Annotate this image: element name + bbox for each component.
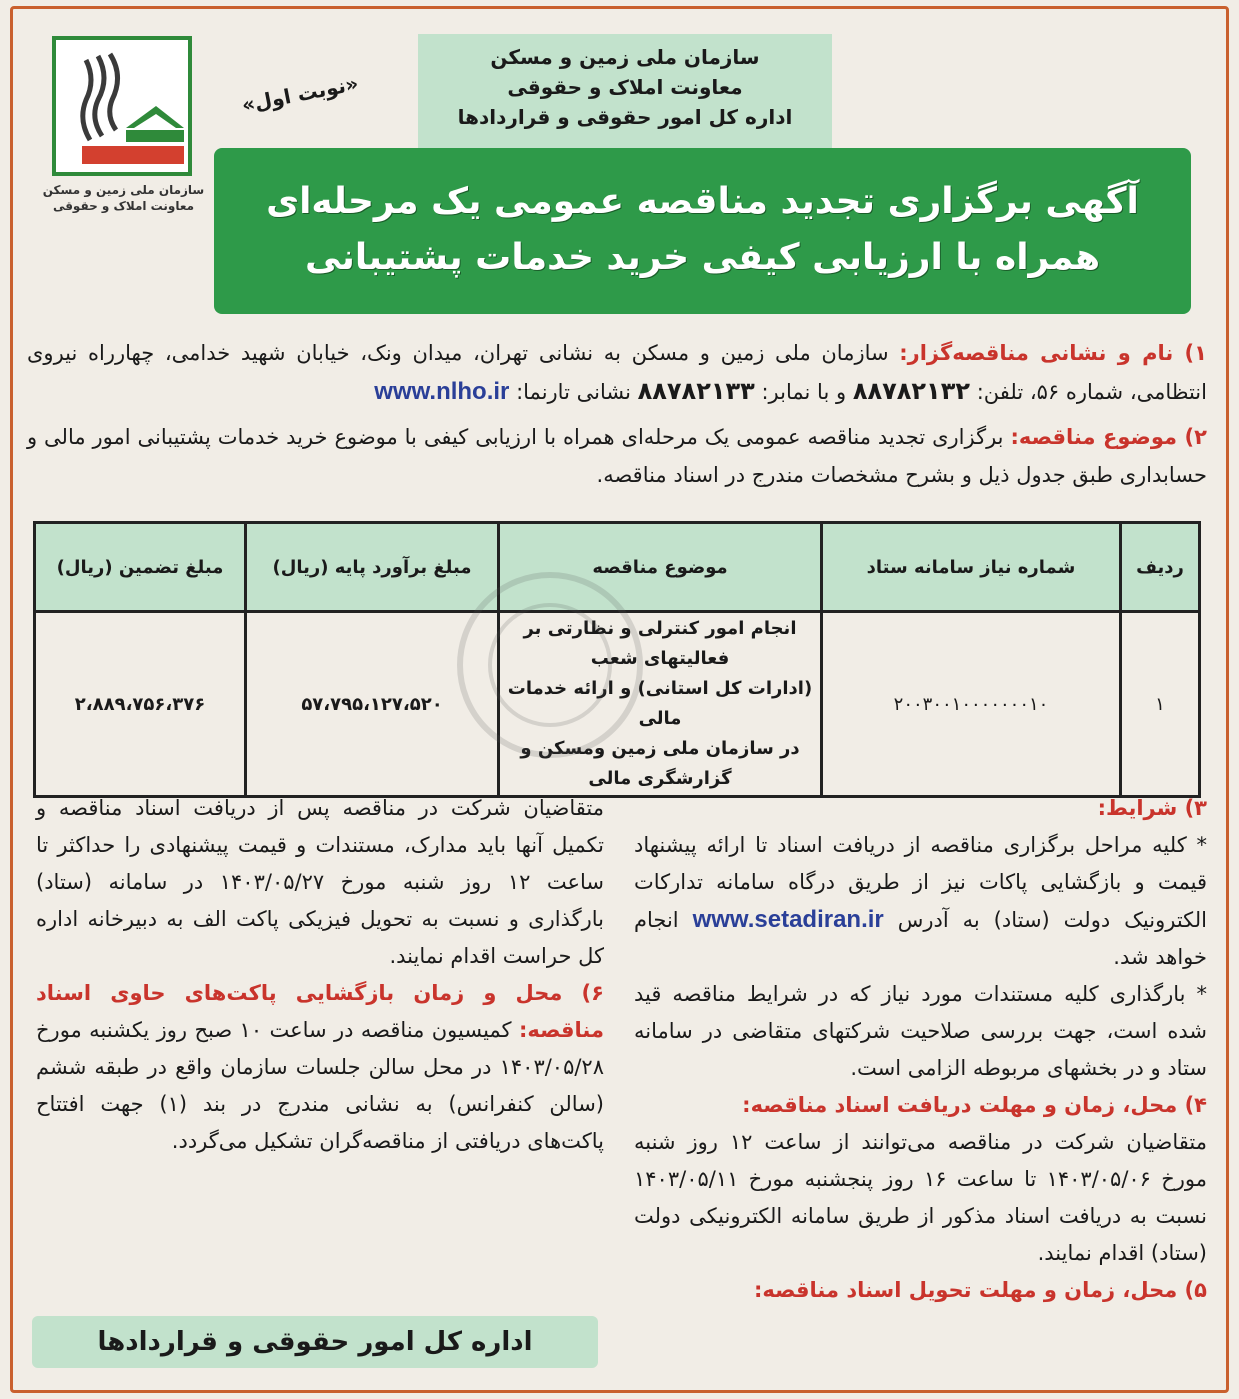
org-line: معاونت املاک و حقوقی	[507, 75, 743, 99]
website-link[interactable]: www.nlho.ir	[374, 378, 510, 405]
org-line: اداره کل امور حقوقی و قراردادها	[457, 105, 793, 129]
base-estimate: ۵۷،۷۹۵،۱۲۷،۵۲۰	[246, 612, 499, 797]
section-1-text: سازمان ملی زمین و مسکن به نشانی تهران، میدان ونک، خیابان شهید خدامی، چهارراه نیروی انتظامی، شماره ۵۶، تلفن:	[27, 341, 1207, 404]
section-2-text: برگزاری تجدید مناقصه عمومی یک مرحله‌ای همراه با ارزیابی کیفی با موضوع خرید خدمات پشتیبانی امور مالی و حسابداری طبق جدول ذیل و بشرح مشخصات مندرج در اسناد مناقصه.	[27, 425, 1207, 487]
notice-title-banner	[214, 148, 1191, 314]
right-column	[634, 790, 1207, 1309]
org-line: سازمان ملی زمین و مسکن	[490, 45, 760, 69]
title-line-1: آگهی برگزاری تجدید مناقصه عمومی یک مرحله‌ای	[266, 181, 1139, 222]
section-5-label: ۵) محل، زمان و مهلت تحویل اسناد مناقصه:	[753, 1278, 1207, 1302]
fax-number: ۸۸۷۸۲۱۳۳	[637, 377, 755, 405]
table-row	[35, 612, 1200, 797]
need-number: ۲۰۰۳۰۰۱۰۰۰۰۰۰۰۱۰	[822, 612, 1121, 797]
organization-logo	[52, 36, 192, 176]
row-index: ۱	[1121, 612, 1200, 797]
table-header: ردیف	[1121, 523, 1200, 612]
section-4-text: متقاضیان شرکت در مناقصه می‌توانند از ساعت ۱۲ روز شنبه مورخ ۱۴۰۳/۰۵/۰۶ تا ساعت ۱۶ روز پنجشنبه مورخ ۱۴۰۳/۰۵/۱۱ نسبت به دریافت اسناد مذکور از طریق سامانه الکترونیکی دولت (ستاد) اقدام نمایند.	[634, 1130, 1207, 1265]
tender-table	[33, 521, 1201, 798]
footer-signature: اداره کل امور حقوقی و قراردادها	[32, 1316, 598, 1368]
section-6-label: ۶) محل و زمان بازگشایی پاکت‌های حاوی اسناد مناقصه:	[36, 981, 604, 1042]
guarantee-amount: ۲،۸۸۹،۷۵۶،۳۷۶	[35, 612, 246, 797]
table-header: مبلغ تضمین (ریال)	[35, 523, 246, 612]
setad-link[interactable]: www.setadiran.ir	[692, 906, 884, 933]
section-3-label: ۳) شرایط:	[1097, 796, 1207, 820]
section-1-label: ۱) نام و نشانی مناقصه‌گزار:	[899, 341, 1207, 365]
website-label: نشانی تارنما:	[516, 380, 631, 404]
table-header: موضوع مناقصه	[499, 523, 822, 612]
table-header: مبلغ برآورد پایه (ریال)	[246, 523, 499, 612]
organization-header	[418, 34, 832, 152]
section-6	[36, 975, 604, 1160]
title-line-2: همراه با ارزیابی کیفی خرید خدمات پشتیبانی	[304, 237, 1101, 278]
fax-label: و با نمابر:	[761, 380, 847, 404]
section-6-text: کمیسیون مناقصه در ساعت ۱۰ صبح روز یکشنبه مورخ ۱۴۰۳/۰۵/۲۸ در محل سالن جلسات سازمان واقع در طبقه ششم (سالن کنفرانس) به نشانی مندرج در بند (۱) جهت افتتاح پاکت‌های دریافتی از مناقصه‌گران تشکیل می‌گردد.	[36, 1018, 604, 1153]
section-3-bullet-1: * کلیه مراحل برگزاری مناقصه از دریافت اسناد تا ارائه پیشنهاد قیمت و بازگشایی پاکات نیز از طریق درگاه سامانه تدارکات الکترونیک دولت (ستاد) به آدرس www.setadiran.ir انجام خواهد شد.	[634, 833, 1207, 969]
section-2	[27, 418, 1207, 494]
section-1	[27, 334, 1207, 411]
tender-subject: انجام امور کنترلی و نظارتی بر فعالیتهای شعب (ادارات کل استانی) و ارائه خدمات مالی در سازمان ملی زمین ومسکن و گزارشگری مالی	[499, 612, 822, 797]
phone-number: ۸۸۷۸۲۱۳۲	[852, 377, 970, 405]
section-3-bullet-2: * بارگذاری کلیه مستندات مورد نیاز که در شرایط مناقصه قید شده است، جهت بررسی صلاحیت شرکتهای متقاضی در سامانه ستاد و در بخشهای مربوطه الزامی است.	[634, 982, 1207, 1080]
section-4-label: ۴) محل، زمان و مهلت دریافت اسناد مناقصه:	[742, 1093, 1207, 1117]
logo-caption: سازمان ملی زمین و مسکن معاونت املاک و حقوقی	[42, 183, 205, 213]
left-column	[36, 790, 604, 1160]
table-header: شماره نیاز سامانه ستاد	[822, 523, 1121, 612]
section-5-text: متقاضیان شرکت در مناقصه پس از دریافت اسناد مناقصه و تکمیل آنها باید مدارک، مستندات و قیمت پیشنهادی را حداکثر تا ساعت ۱۲ روز شنبه مورخ ۱۴۰۳/۰۵/۲۷ در سامانه (ستاد) بارگذاری و نسبت به تحویل فیزیکی پاکت الف به دبیرخانه اداره کل حراست اقدام نمایند.	[36, 796, 604, 968]
round-label: «نوبت اول»	[239, 70, 361, 118]
table-header-row	[35, 523, 1200, 612]
section-2-label: ۲) موضوع مناقصه:	[1010, 425, 1207, 449]
